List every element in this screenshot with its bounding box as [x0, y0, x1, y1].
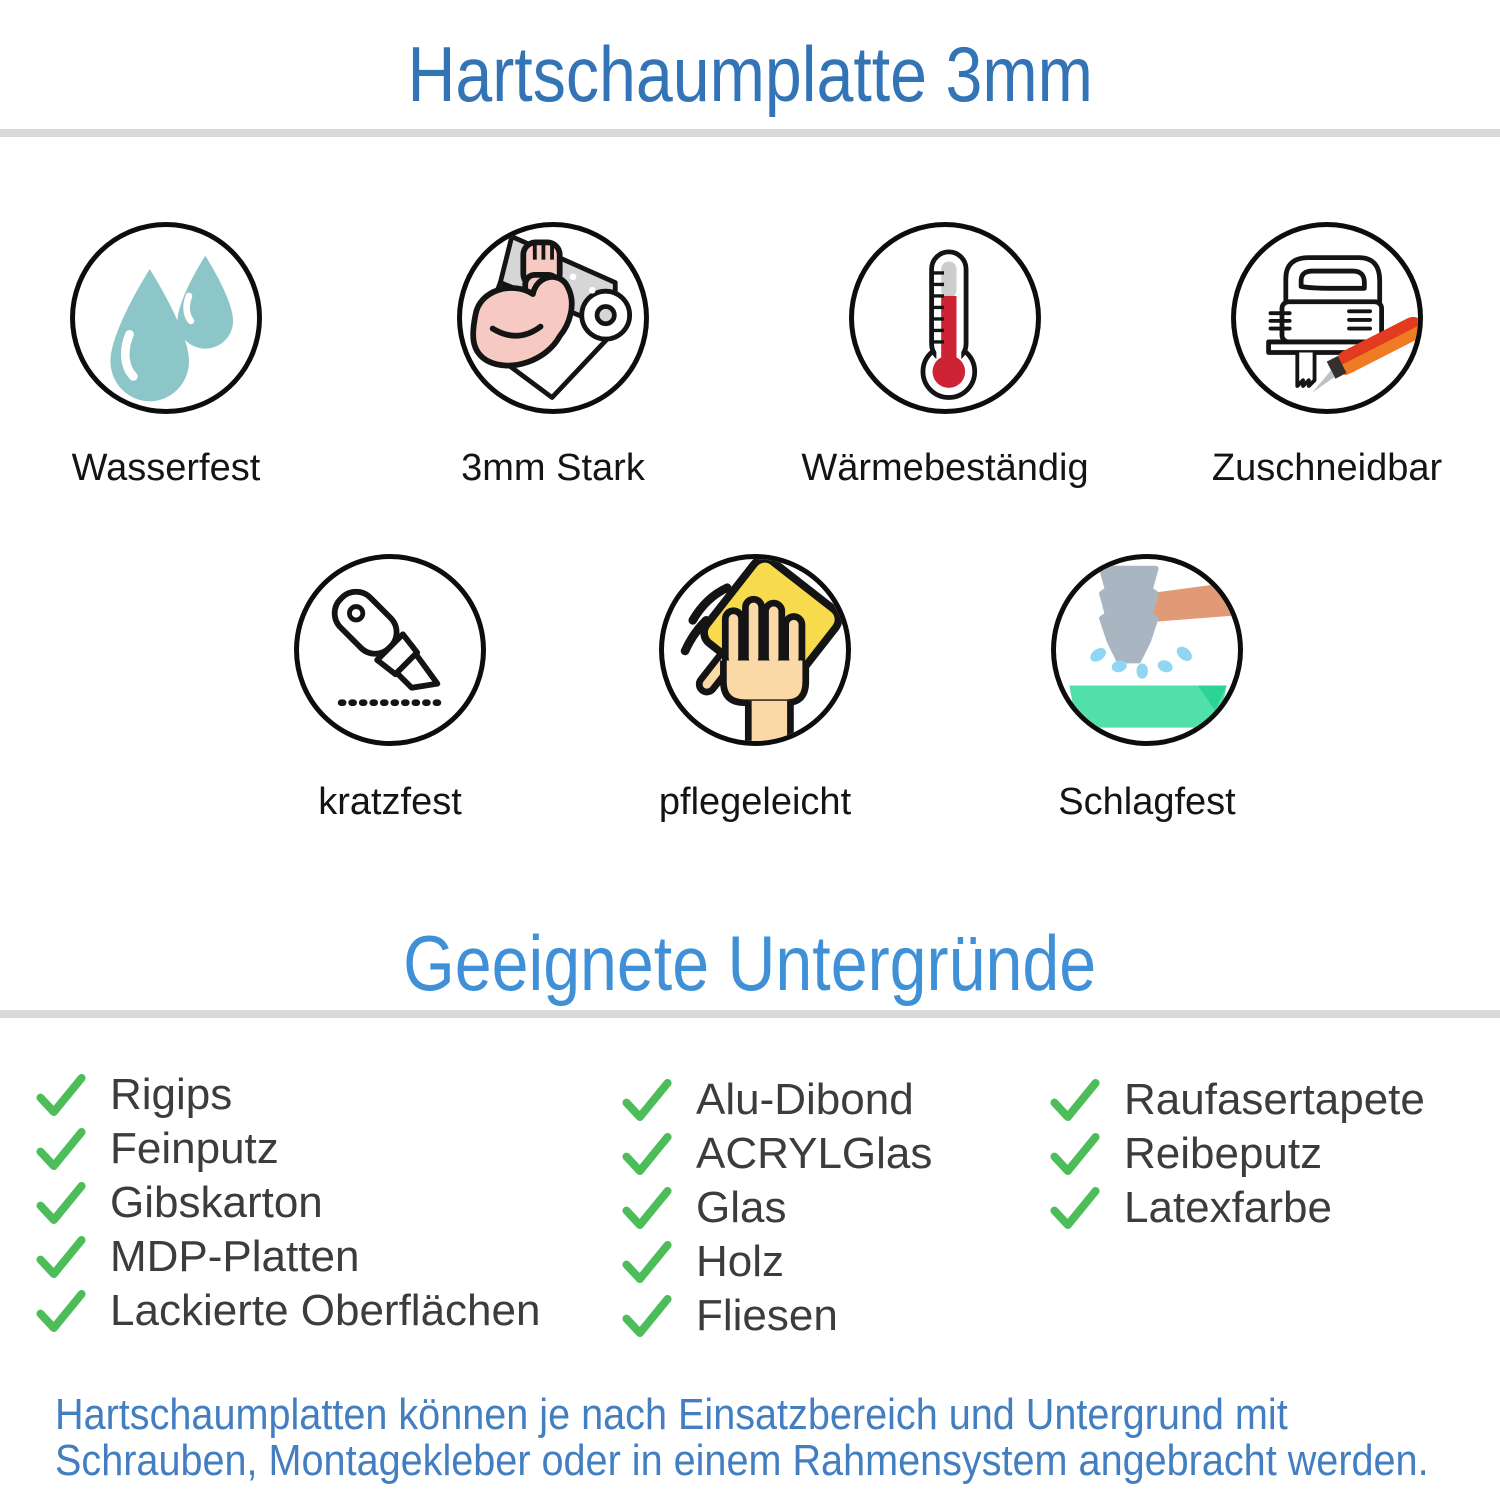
list-item: Feinputz [36, 1122, 540, 1176]
list-item: MDP-Platten [36, 1230, 540, 1284]
substrate-column-1 [36, 1068, 540, 1338]
feature-wasserfest [0, 222, 336, 490]
page-title: Hartschaumplatte 3mm [407, 30, 1093, 118]
utility-knife-icon [294, 554, 486, 746]
wiping-hand-icon [659, 554, 851, 746]
check-icon [622, 1132, 672, 1176]
list-item: Lackierte Oberflächen [36, 1284, 540, 1338]
list-item: Latexfarbe [1050, 1181, 1425, 1235]
list-item: ACRYLGlas [622, 1127, 932, 1181]
check-icon [622, 1294, 672, 1338]
list-item: Reibeputz [1050, 1127, 1425, 1181]
list-item: Gibskarton [36, 1176, 540, 1230]
divider-bar [0, 129, 1500, 137]
feature-3mm-stark [383, 222, 723, 490]
check-icon [622, 1240, 672, 1284]
thermometer-icon [849, 222, 1041, 414]
feature-schlagfest [977, 554, 1317, 824]
list-item: Holz [622, 1235, 932, 1289]
check-icon [1050, 1078, 1100, 1122]
check-icon [1050, 1132, 1100, 1176]
list-item: Fliesen [622, 1289, 932, 1343]
check-icon [622, 1078, 672, 1122]
muscle-arm-icon [457, 222, 649, 414]
feature-label: Schlagfest [1058, 781, 1236, 823]
feature-label: Wärmebeständig [801, 447, 1089, 489]
feature-waermebestaendig [775, 222, 1115, 490]
substrate-column-3 [1050, 1073, 1425, 1235]
list-item: Glas [622, 1181, 932, 1235]
check-icon [1050, 1186, 1100, 1230]
feature-label: Wasserfest [71, 447, 261, 489]
list-item: Alu-Dibond [622, 1073, 932, 1127]
feature-kratzfest [220, 554, 560, 824]
footer-note-line1: Hartschaumplatten können je nach Einsatzbereich und Untergrund mit [55, 1390, 1288, 1439]
feature-label: kratzfest [318, 781, 462, 823]
footer-note [55, 1390, 1429, 1485]
jigsaw-knife-icon [1231, 222, 1423, 414]
feature-zuschneidbar [1157, 222, 1497, 490]
substrate-column-2 [622, 1073, 932, 1343]
water-drops-icon [70, 222, 262, 414]
check-icon [36, 1289, 86, 1333]
list-item: Rigips [36, 1068, 540, 1122]
check-icon [36, 1181, 86, 1225]
divider-bar [0, 1010, 1500, 1018]
check-icon [36, 1073, 86, 1117]
check-icon [622, 1186, 672, 1230]
hammer-impact-icon [1051, 554, 1243, 746]
list-item: Raufasertapete [1050, 1073, 1425, 1127]
section-title-untergruende: Geeignete Untergründe [403, 919, 1097, 1007]
feature-label: pflegeleicht [658, 781, 852, 823]
check-icon [36, 1235, 86, 1279]
feature-label: 3mm Stark [461, 447, 645, 489]
feature-label: Zuschneidbar [1211, 447, 1443, 489]
check-icon [36, 1127, 86, 1171]
footer-note-line2: Schrauben, Montagekleber oder in einem Rahmensystem angebracht werden. [55, 1436, 1429, 1485]
feature-pflegeleicht [585, 554, 925, 824]
